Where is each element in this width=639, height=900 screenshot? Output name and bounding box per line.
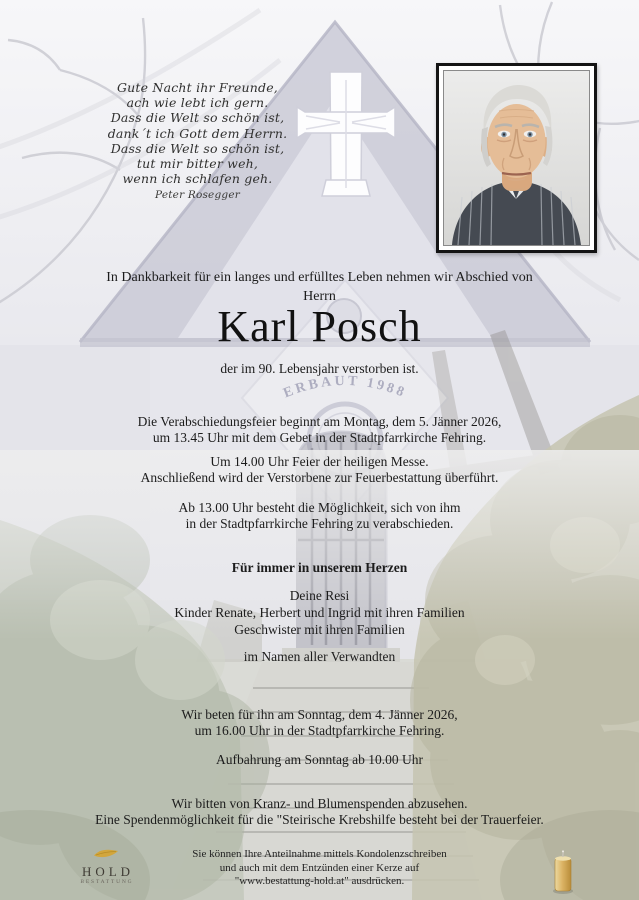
- poem-line: Dass die Welt so schön ist,: [110, 140, 285, 156]
- logo-name: HOLD: [81, 864, 135, 879]
- donation-line: Eine Spendenmöglichkeit für die "Steirische Krebshilfe besteht bei der Trauerfeier.: [95, 812, 544, 827]
- footer-note-line: Sie können Ihre Anteilnahme mittels Kondolenzschreiben: [192, 848, 447, 860]
- mourner-line: Geschwister mit ihren Familien: [234, 622, 405, 637]
- service-line: in der Stadtpfarrkirche Fehring zu verabschieden.: [185, 516, 454, 531]
- poem-line: ach wie lebt ich gern.: [126, 95, 269, 111]
- remembrance-title: Für immer in unserem Herzen: [231, 560, 408, 575]
- candle-icon: [551, 849, 575, 895]
- portrait-photo: [436, 63, 597, 253]
- poem-author: Peter Rosegger: [155, 189, 240, 202]
- poem-line: tut mir bitter weh,: [136, 156, 259, 172]
- footer-note-line: und auch mit dem Entzünden einer Kerze auf: [219, 861, 420, 874]
- intro-line: In Dankbarkeit für ein langes und erfülltes Leben nehmen wir Abschied von: [106, 270, 533, 285]
- poem-block: [55, 80, 340, 204]
- service-line: um 13.45 Uhr mit dem Gebet in der Stadtpfarrkirche Fehring.: [152, 430, 487, 445]
- service-line: Um 14.00 Uhr Feier der heiligen Messe.: [210, 454, 429, 469]
- service-line: Die Verabschiedungsfeier beginnt am Montag, dem 5. Jänner 2026,: [137, 414, 502, 429]
- age-line: der im 90. Lebensjahr verstorben ist.: [220, 361, 419, 376]
- mourner-line: Deine Resi: [289, 588, 350, 603]
- poem-line: Dass die Welt so schön ist,: [110, 110, 285, 126]
- leaf-icon: [93, 848, 119, 859]
- donation-line: Wir bitten von Kranz- und Blumenspenden abzusehen.: [171, 796, 468, 811]
- prayer-line: Wir beten für ihn am Sonntag, dem 4. Jänner 2026,: [181, 707, 458, 722]
- footer-website-line: "www.bestattung-hold.at" ausdrücken.: [234, 875, 405, 887]
- mourner-line: Kinder Renate, Herbert und Ingrid mit ihren Familien: [174, 605, 465, 620]
- poem-line: Gute Nacht ihr Freunde,: [117, 80, 278, 95]
- aufbahrung-line: Aufbahrung am Sonntag ab 10.00 Uhr: [216, 752, 423, 767]
- erbaut-inscription: ERBAUT 1988: [281, 373, 409, 402]
- prayer-line: um 16.00 Uhr in der Stadtpfarrkirche Fehring.: [194, 723, 445, 738]
- poem-line: dank´t ich Gott dem Herrn.: [107, 125, 288, 141]
- deceased-name: Karl Posch: [217, 302, 422, 351]
- portrait-image: [444, 71, 589, 245]
- funeral-home-logo: [60, 846, 152, 886]
- logo-subtitle: BESTATTUNG: [80, 879, 134, 885]
- salutation: Herrn: [303, 289, 336, 304]
- mourner-closing: im Namen aller Verwandten: [243, 649, 396, 664]
- poem-line: wenn ich schlafen geh.: [122, 171, 273, 187]
- service-line: Ab 13.00 Uhr besteht die Möglichkeit, sich von ihm: [178, 500, 461, 515]
- service-line: Anschließend wird der Verstorbene zur Feuerbestattung überführt.: [140, 470, 499, 485]
